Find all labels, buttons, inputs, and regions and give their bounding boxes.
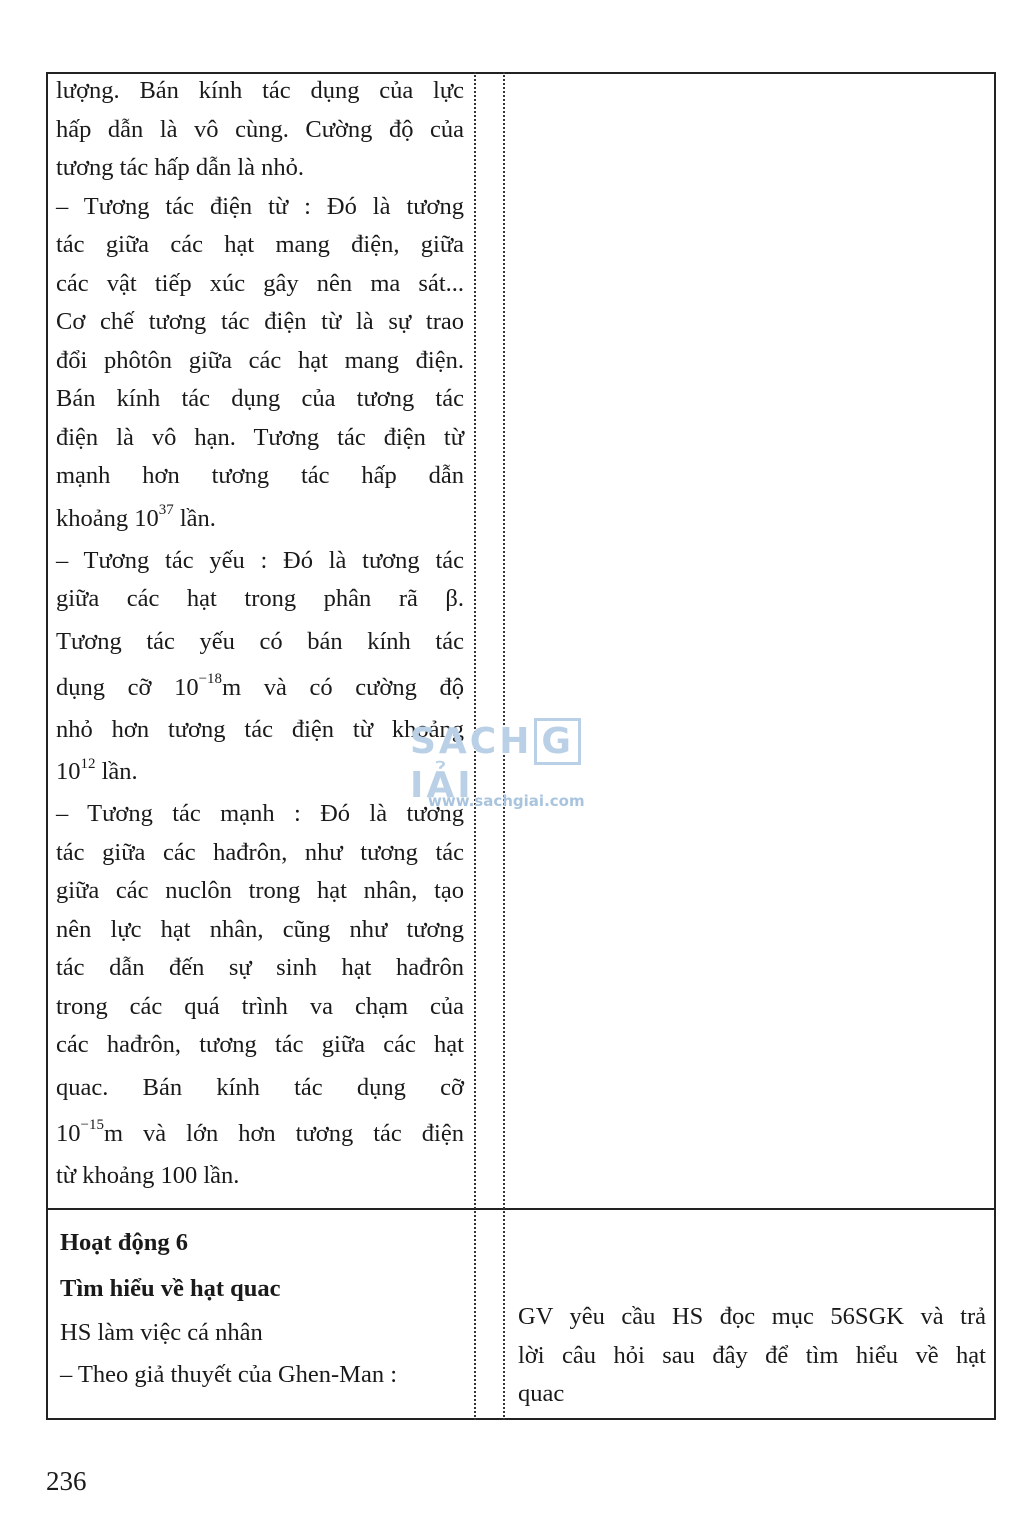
text-line: – Tương tác điện từ : Đó là tương <box>56 192 464 220</box>
text-line: đổi phôtôn giữa các hạt mang điện. <box>56 346 464 374</box>
text-line: mạnh hơn tương tác hấp dẫn <box>56 462 464 489</box>
text-line: tác giữa các hạt mang điện, giữa <box>56 231 464 258</box>
text-line: quac. Bán kính tác dụng cỡ <box>56 1073 464 1101</box>
text-line: hấp dẫn là vô cùng. Cường độ của <box>56 115 464 143</box>
text-line: lượng. Bán kính tác dụng của lực <box>56 77 464 104</box>
text-line: các hađrôn, tương tác giữa các hạt <box>56 1031 464 1058</box>
text-line: Cơ chế tương tác điện từ là sự trao <box>56 308 464 335</box>
paragraph-electromagnetic <box>56 188 464 542</box>
text-line: tác dẫn đến sự sinh hạt hađrôn <box>56 954 464 981</box>
text-line: Bán kính tác dụng của tương tác <box>56 385 464 412</box>
activity-line: – Theo giả thuyết của Ghen-Man : <box>60 1361 398 1388</box>
text-line: giữa các hạt trong phân rã β. <box>56 585 464 612</box>
watermark <box>410 718 620 818</box>
paragraph-strong <box>56 795 464 1195</box>
paragraph-gravity <box>56 72 464 188</box>
watermark-url: www.sachgiai.com <box>428 792 585 810</box>
text-line: – Tương tác yếu : Đó là tương tác <box>56 546 464 574</box>
text-line-with-exponent: khoảng $10^{37}$ lần. <box>56 502 216 532</box>
teacher-column-text <box>518 1298 986 1414</box>
activity-line: HS làm việc cá nhân <box>60 1319 263 1346</box>
text-line-with-exponent: dụng cỡ $10^{-18}m$ và có cường độ <box>56 671 464 701</box>
text-line: từ khoảng 100 lần. <box>56 1161 240 1189</box>
watermark-logo: SACH GIẢI <box>410 718 620 806</box>
text-line-with-exponent: $10^{12}$ lần. <box>56 755 138 785</box>
text-line: GV yêu cầu HS đọc mục 56SGK và trả <box>518 1303 986 1330</box>
text-line-with-exponent: $10^{-15}m$ và lớn hơn tương tác điện <box>56 1117 464 1147</box>
text-line: trong các quá trình va chạm của <box>56 992 464 1020</box>
text-line: – Tương tác mạnh : Đó là tương <box>56 800 464 827</box>
text-line: lời câu hỏi sau đây để tìm hiểu về hạt <box>518 1341 986 1369</box>
left-column-text <box>56 72 464 1195</box>
text-line: tác giữa các hađrôn, như tương tác <box>56 838 464 866</box>
activity-heading: Hoạt động 6 <box>60 1229 188 1256</box>
text-line: điện là vô hạn. Tương tác điện từ <box>56 423 464 451</box>
text-line: nhỏ hơn tương tác điện từ khoảng <box>56 715 464 743</box>
text-line: tương tác hấp dẫn là nhỏ. <box>56 154 305 181</box>
activity-section <box>60 1220 465 1396</box>
paragraph-weak <box>56 542 464 796</box>
text-line: Tương tác yếu có bán kính tác <box>56 627 464 655</box>
text-line: các vật tiếp xúc gây nên ma sát... <box>56 269 464 297</box>
row-divider <box>46 1208 996 1210</box>
text-line: quac <box>518 1380 565 1407</box>
text-line: giữa các nuclôn trong hạt nhân, tạo <box>56 877 464 904</box>
page-number: 236 <box>46 1466 87 1496</box>
activity-subheading: Tìm hiểu về hạt quac <box>60 1275 281 1302</box>
text-line: nên lực hạt nhân, cũng như tương <box>56 915 464 943</box>
